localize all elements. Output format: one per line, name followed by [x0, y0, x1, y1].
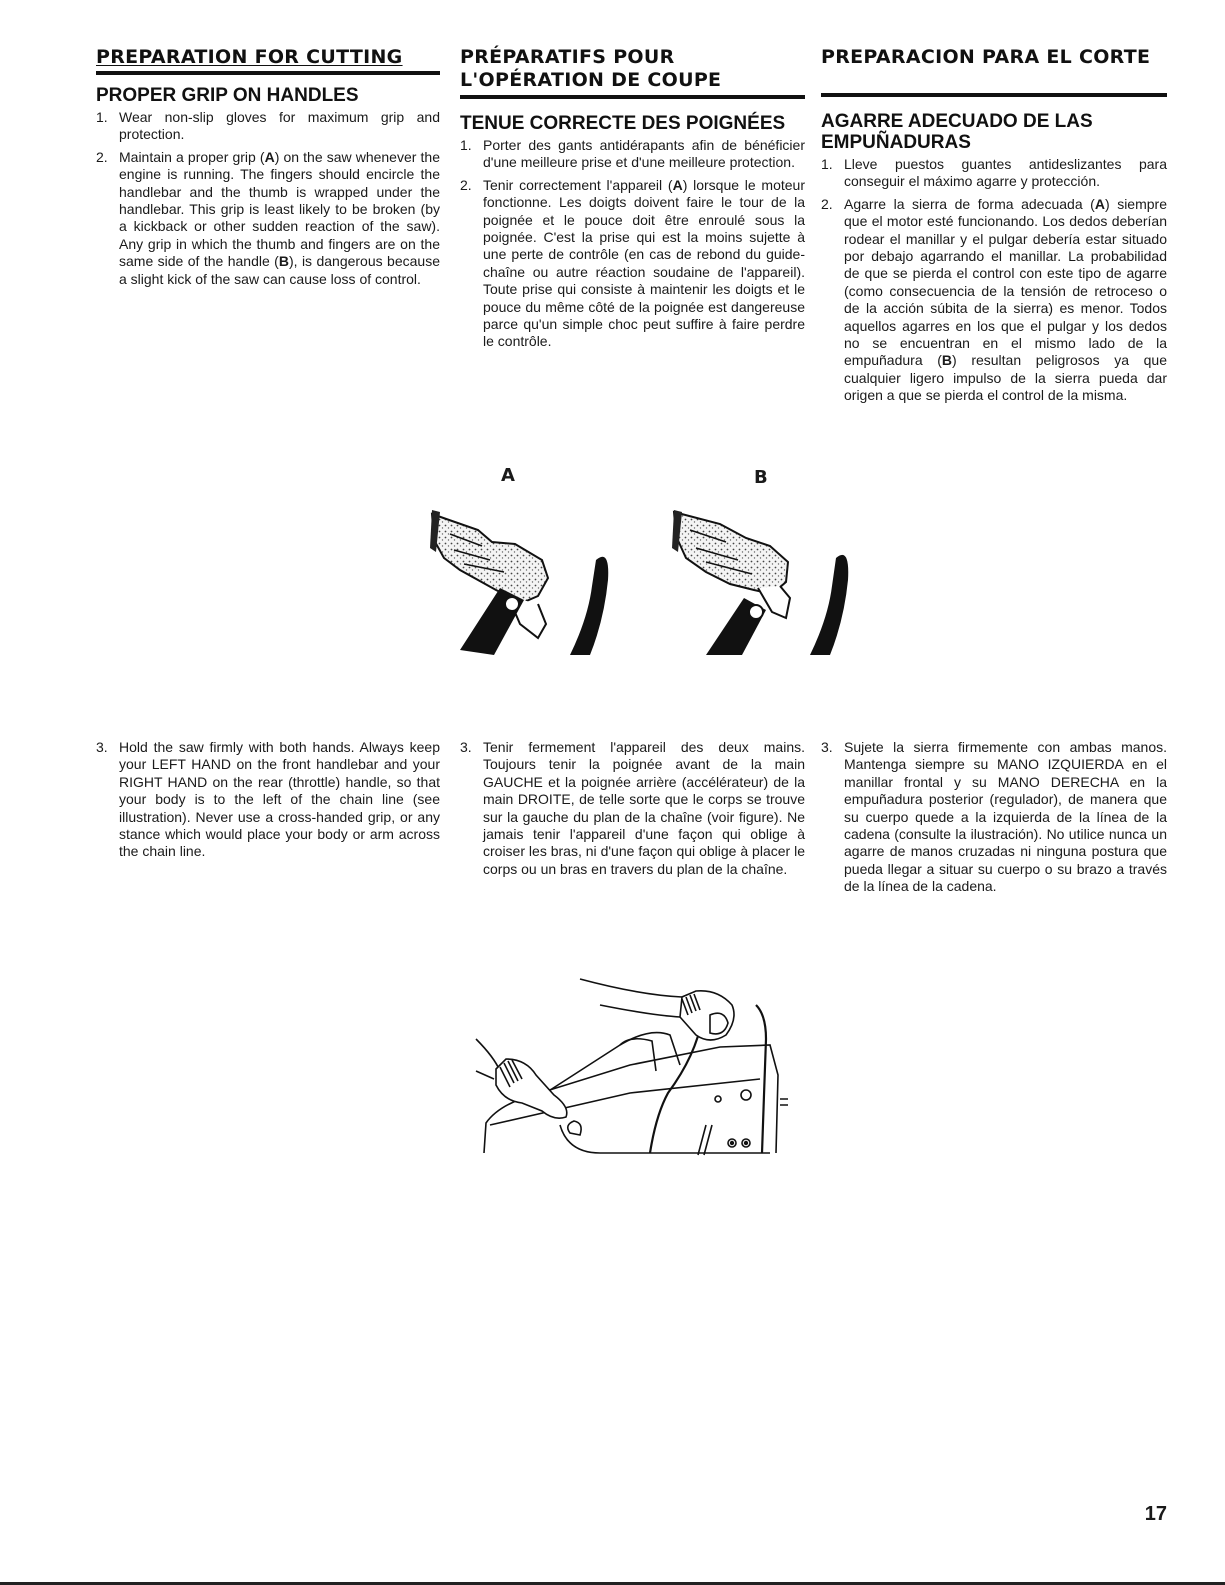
left-hand-icon: [580, 979, 734, 1040]
english-item3: [96, 739, 440, 866]
english-column: [96, 46, 440, 293]
list-item: 2. Agarre la sierra de forma adecuada (A) siempre que el motor esté funcionando. Los dedos deberían rodear el manillar y el pulgar debería estar situado por debajo agarrando el manillar. La probabilidad de que se pierda el control con este tipo de agarre (como consecuencia de la tensión de retroceso o de la acción súbita de la sierra) es menor. Todos aquellos agarres en los que el pulgar y los dedos no se encuentran en el mismo lado de la empuñadura (B) resultan peligrosos ya que cualquier ligero impulso de la sierra pueda dar origen a que se pierda el control de la misma.: [821, 195, 1167, 404]
list-item: 1. Porter des gants antidérapants afin de bénéficier d'une meilleure prise et d'une meilleure protection.: [460, 137, 805, 171]
list-item: 1. Lleve puestos guantes antideslizantes para conseguir el máximo agarre y protección.: [821, 156, 1167, 190]
improper-grip-hand-icon: [672, 510, 848, 655]
french-list: [460, 137, 805, 351]
spanish-subtitle: AGARRE ADECUADO DE LAS EMPUÑADURAS: [821, 111, 1093, 153]
page-number: 17: [1144, 1503, 1167, 1525]
french-title-rule: [460, 95, 805, 99]
list-item: 2. Maintain a proper grip (A) on the saw whenever the engine is running. The fingers should encircle the handlebar and the thumb is wrapped under the handlebar. This grip is least likely to be broken (by a kickback or other sudden reaction of the saw). Any grip in which the thumb and fingers are on the same side of the handle (B), is dangerous because a slight kick of the saw can cause loss of control.: [96, 148, 440, 287]
french-title: PRÉPARATIFS POUR L'OPÉRATION DE COUPE: [460, 46, 722, 91]
french-item3: [460, 739, 805, 883]
rear-handle-icon: [560, 1125, 770, 1153]
list-item: 3. Tenir fermement l'appareil des deux mains. Toujours tenir la poignée avant de la main GAUCHE et la poignée arrière (accélérateur) de la main DROITE, de telle sorte que le corps se trouve sur la gauche du plan de la chaîne (voir figure). Ne jamais tenir l'appareil d'une façon qui oblige à croiser les bras, ni d'une façon qui oblige à placer le corps ou un bras en travers du plan de la chaîne.: [460, 739, 805, 877]
right-hand-icon: [476, 1039, 567, 1118]
list-item: 1. Wear non-slip gloves for maximum grip and protection.: [96, 109, 440, 143]
spanish-item3: [821, 739, 1167, 901]
list-item: 3. Sujete la sierra firmemente con ambas manos. Mantenga siempre su MANO IZQUIERDA en el manillar frontal y su MANO DERECHA en la empuñadura posterior (regulador), de manera que su cuerpo quede a la izquierda de la línea de la cadena (consulte la ilustración). No utilice nunca un agarre de manos cruzadas ni ninguna postura que pueda llegar a situar su cuerpo o su brazo a través de la línea de la cadena.: [821, 739, 1167, 895]
french-column: [460, 46, 805, 356]
list-item: 2. Tenir correctement l'appareil (A) lorsque le moteur fonctionne. Les doigts doivent faire le tour de la poignée et le pouce doit être enroulé sous la poignée. C'est la prise qui est la moins sujette à une perte de contrôle (en cas de rebond du guide-chaîne ou autre réaction soudaine de l'appareil). Toute prise qui consiste à maintenir les doigts et le pouce du même côté de la poignée est dangereuse parce qu'un simple choc peut suffire à faire perdre le contrôle.: [460, 176, 805, 350]
english-list: [96, 109, 440, 288]
english-subtitle: PROPER GRIP ON HANDLES: [96, 85, 359, 106]
spanish-title-rule: [821, 93, 1167, 97]
proper-grip-hand-icon: [430, 510, 608, 655]
figure-label-b: B: [754, 467, 768, 488]
english-title-rule: [96, 71, 440, 75]
english-title: PREPARATION FOR CUTTING: [96, 46, 403, 68]
figure-label-a: A: [501, 465, 515, 486]
two-hand-operation-illustration: [470, 975, 800, 1160]
list-item: 3. Hold the saw firmly with both hands. Always keep your LEFT HAND on the front handlebar and your RIGHT HAND on the rear (throttle) handle, so that your body is to the left of the chain line (see illustration). Never use a cross-handed grip, or any stance which would place your body or arm across the chain line.: [96, 739, 440, 860]
spanish-column: [821, 46, 1167, 410]
french-subtitle: TENUE CORRECTE DES POIGNÉES: [460, 113, 786, 134]
spanish-list: [821, 156, 1167, 405]
grip-illustration: [420, 500, 860, 665]
spanish-title: PREPARACION PARA EL CORTE: [821, 46, 1151, 68]
